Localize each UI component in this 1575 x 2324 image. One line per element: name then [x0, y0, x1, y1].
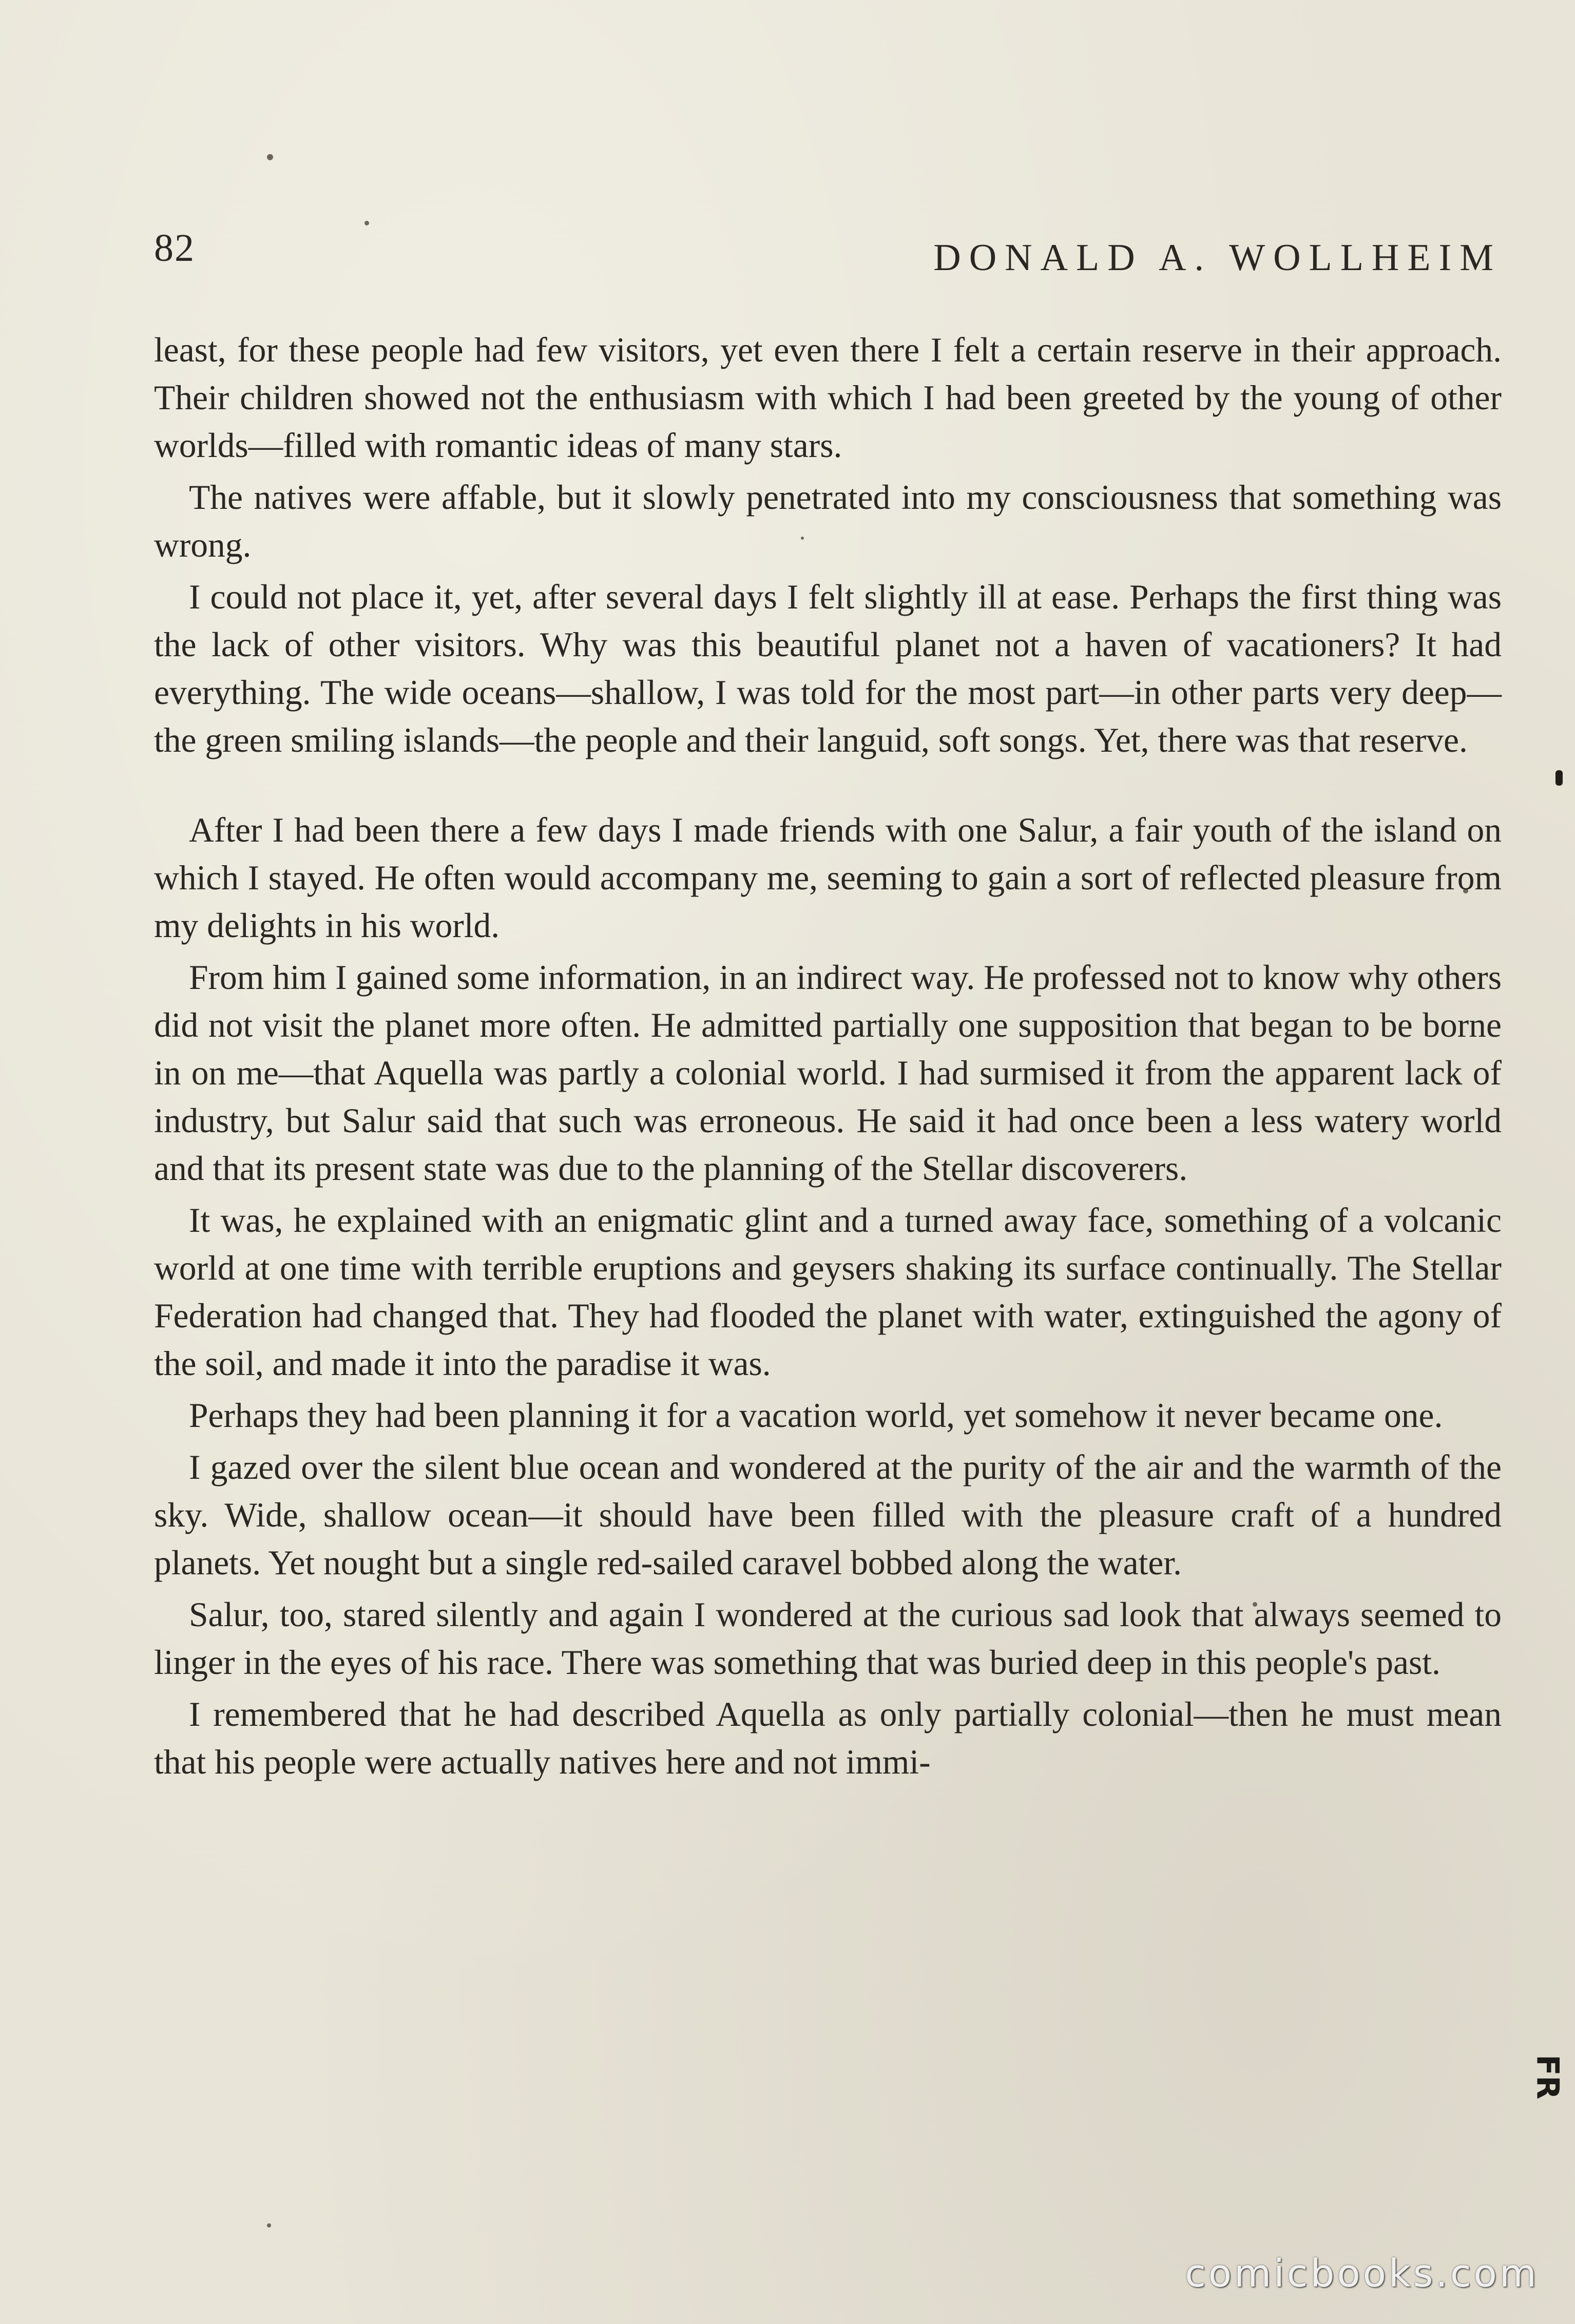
- page-header: [154, 226, 1502, 298]
- paper-speck: [267, 154, 273, 160]
- paragraph: Salur, too, stared silently and again I wondered at the curious sad look that always seemed to linger in the eyes of his race. There was something that was buried deep in this people's past.: [154, 1595, 1502, 1682]
- edge-mark-next-page: FR: [1529, 2054, 1566, 2100]
- paragraph: Perhaps they had been planning it for a vacation world, yet somehow it never became one.: [189, 1396, 1443, 1435]
- paragraph: The natives were affable, but it slowly penetrated into my consciousness that something was wrong.: [154, 478, 1502, 564]
- paragraph: From him I gained some information, in an indirect way. He professed not to know why others did not visit the planet more often. He admitted partially one supposition that began to be borne in on me—that Aquella was partly a colonial world. I had surmised it from the apparent lack of industry, but Salur said that such was erroneous. He said it had once been a less watery world and that its present state was due to the planning of the Stellar discoverers.: [154, 958, 1502, 1188]
- page-number: 82: [154, 226, 195, 270]
- paragraph: It was, he explained with an enigmatic glint and a turned away face, something of a volcanic world at one time with terrible eruptions and geysers shaking its surface continually. The Stellar Federation had changed that. They had flooded the planet with water, extinguished the agony of the soil, and made it into the paradise it was.: [154, 1201, 1502, 1383]
- paper-speck: [364, 221, 369, 225]
- paragraph: I could not place it, yet, after several days I felt slightly ill at ease. Perhaps the first thing was the lack of other visitors. Why was this beautiful planet not a haven of vacationers? It had everything. The wide oceans—shallow, I was told for the most part—in other parts very deep—the green smiling islands—the people and their languid, soft songs. Yet, there was that reserve.: [154, 578, 1502, 759]
- paragraph: After I had been there a few days I made friends with one Salur, a fair youth of the island on which I stayed. He often would accompany me, seeming to gain a sort of reflected pleasure from my delights in his world.: [154, 811, 1502, 945]
- body-text: [154, 326, 1502, 1790]
- paper-speck: [1555, 770, 1563, 786]
- running-head-author: DONALD A. WOLLHEIM: [933, 237, 1502, 279]
- paragraph: I gazed over the silent blue ocean and wondered at the purity of the air and the warmth of the sky. Wide, shallow ocean—it should have been filled with the pleasure craft of a hundred planets. Yet nought but a single red-sailed caravel bobbed along the water.: [154, 1448, 1502, 1582]
- paper-speck: [267, 2223, 271, 2227]
- watermark: comicbooks.com: [1185, 2252, 1539, 2296]
- paragraph: least, for these people had few visitors, yet even there I felt a certain reserve in their approach. Their children showed not the enthusiasm with which I had been greeted by the young of other worlds—filled with romantic ideas of many stars.: [154, 331, 1502, 465]
- paragraph: I remembered that he had described Aquella as only partially colonial—then he must mean that his people were actually natives here and not immi-: [154, 1695, 1502, 1781]
